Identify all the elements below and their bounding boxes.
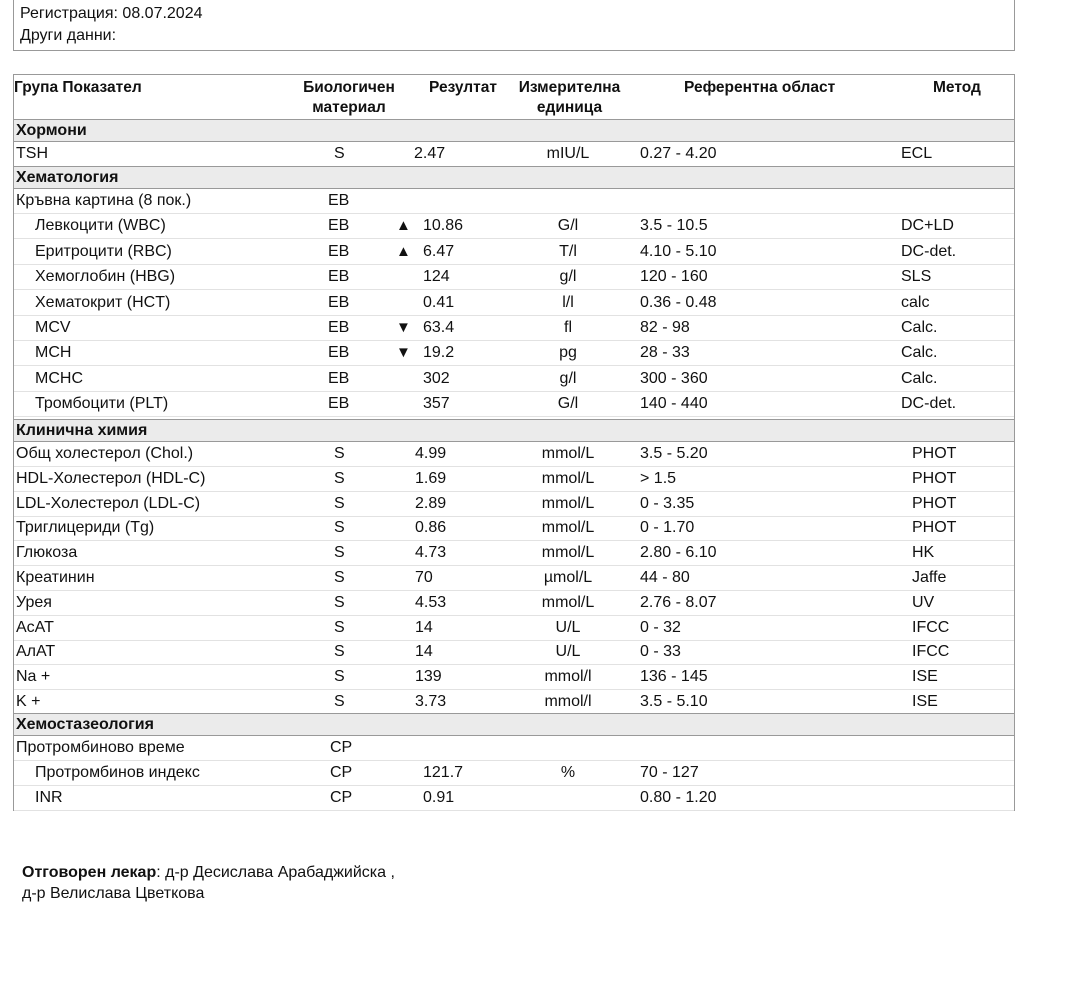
result: 0.91	[423, 789, 455, 806]
indicator-name: Глюкоза	[16, 544, 78, 562]
material: EB	[328, 344, 350, 362]
table-row	[14, 590, 1014, 616]
method: ECL	[901, 145, 933, 162]
material: EB	[328, 293, 350, 311]
reference: 140 - 440	[640, 395, 708, 413]
reference: 300 - 360	[640, 369, 708, 387]
result: 19.2	[423, 344, 455, 362]
method: IFCC	[912, 643, 950, 661]
header-unit: Измерителна единица	[518, 79, 621, 116]
reference: 28 - 33	[640, 344, 690, 362]
unit: G/l	[557, 217, 579, 235]
table-row	[14, 141, 1014, 167]
method: PHOT	[912, 519, 957, 537]
material: S	[334, 519, 345, 537]
table-row	[14, 689, 1014, 715]
indicator-name: Общ холестерол (Chol.)	[16, 445, 194, 462]
table-row	[14, 366, 1014, 392]
material: EB	[328, 369, 350, 387]
header-result: Резултат	[429, 79, 497, 96]
table-row	[14, 239, 1014, 265]
table-row	[14, 735, 1014, 761]
indicator-name: Тромбоцити (PLT)	[35, 395, 169, 413]
indicator-name: K +	[16, 693, 41, 710]
reference: 3.5 - 5.10	[640, 693, 708, 710]
unit: mmol/L	[541, 544, 595, 562]
table-row	[14, 264, 1014, 290]
reference: 82 - 98	[640, 319, 690, 336]
section-header: Клинична химия	[14, 419, 1014, 442]
material: S	[334, 618, 345, 636]
indicator-name: Урея	[16, 593, 52, 611]
unit: G/l	[557, 395, 579, 413]
indicator-name: MCV	[35, 319, 71, 336]
unit: mmol/l	[544, 668, 592, 686]
unit: %	[560, 764, 576, 781]
table-row	[14, 466, 1014, 492]
result: 4.99	[415, 445, 447, 462]
indicator-name: Триглицериди (Tg)	[16, 519, 155, 537]
result: 1.69	[415, 469, 447, 487]
reference: 0 - 3.35	[640, 494, 695, 512]
material: S	[334, 643, 345, 661]
indicator-name: MCHC	[35, 369, 83, 387]
method: Jaffe	[912, 569, 947, 586]
table-row	[14, 664, 1014, 690]
arrow-down-icon: ▼	[396, 319, 411, 336]
result: 4.73	[415, 544, 447, 562]
indicator-name: Протромбинов индекс	[35, 764, 200, 781]
material: EB	[328, 242, 350, 260]
result: 357	[423, 395, 450, 413]
reference: 2.76 - 8.07	[640, 593, 717, 611]
method: PHOT	[912, 469, 957, 487]
method: DC-det.	[901, 395, 957, 413]
table-row	[14, 785, 1014, 811]
reference: 0.36 - 0.48	[640, 293, 717, 311]
table-row	[14, 540, 1014, 566]
indicator-name: Хематокрит (HCT)	[35, 293, 171, 311]
patient-info-box	[13, 0, 1015, 51]
material: EB	[328, 192, 350, 209]
result: 3.73	[415, 693, 447, 710]
reference: 0.27 - 4.20	[640, 145, 717, 162]
table-row	[14, 515, 1014, 541]
material: S	[334, 445, 345, 462]
section-header: Хормони	[14, 119, 1014, 142]
method: ISE	[912, 693, 938, 710]
reference: 0.80 - 1.20	[640, 789, 717, 806]
table-row	[14, 340, 1014, 366]
material: EB	[328, 395, 350, 413]
table-row	[14, 565, 1014, 591]
material: EB	[328, 319, 350, 336]
table-row	[14, 188, 1014, 214]
reference: 120 - 160	[640, 268, 708, 286]
responsible-doctors	[22, 862, 395, 904]
method: IFCC	[912, 618, 950, 636]
method: HK	[912, 544, 935, 562]
method: PHOT	[912, 445, 957, 462]
registration-date: Регистрация: 08.07.2024	[20, 5, 203, 22]
table-row	[14, 639, 1014, 665]
reference: 44 - 80	[640, 569, 690, 586]
material: CP	[330, 764, 353, 781]
method: calc	[901, 293, 930, 311]
indicator-name: Кръвна картина (8 пок.)	[16, 192, 192, 209]
material: CP	[330, 789, 353, 806]
result: 139	[415, 668, 442, 686]
section-header: Хематология	[14, 166, 1014, 189]
header-method: Метод	[933, 79, 981, 96]
material: CP	[330, 739, 353, 756]
doctor-label: Отговорен лекар	[22, 864, 157, 881]
results-table	[13, 74, 1015, 811]
reference: 4.10 - 5.10	[640, 242, 717, 260]
indicator-name: Протромбиново време	[16, 739, 185, 756]
indicator-name: Хемоглобин (HBG)	[35, 268, 176, 286]
result: 10.86	[423, 217, 464, 235]
other-data-label: Други данни:	[20, 27, 117, 44]
unit: T/l	[559, 242, 577, 260]
section-header: Хемостазеология	[14, 713, 1014, 736]
material: S	[334, 569, 345, 586]
indicator-name: TSH	[16, 145, 48, 162]
reference: 0 - 32	[640, 618, 681, 636]
material: S	[334, 693, 345, 710]
result: 124	[423, 268, 450, 286]
material: S	[334, 544, 345, 562]
table-row	[14, 760, 1014, 786]
unit: fl	[564, 319, 572, 336]
result: 2.89	[415, 494, 447, 512]
reference: 136 - 145	[640, 668, 708, 686]
method: Calc.	[901, 369, 938, 387]
result: 0.41	[423, 293, 455, 311]
material: S	[334, 668, 345, 686]
method: PHOT	[912, 494, 957, 512]
unit: g/l	[559, 268, 577, 286]
material: S	[334, 593, 345, 611]
unit: mIU/L	[546, 145, 590, 162]
method: SLS	[901, 268, 932, 286]
table-row	[14, 315, 1014, 341]
result: 2.47	[414, 145, 446, 162]
indicator-name: Еритроцити (RBC)	[35, 242, 172, 260]
indicator-name: INR	[35, 789, 63, 806]
unit: mmol/L	[541, 494, 595, 512]
unit: mmol/L	[541, 469, 595, 487]
reference: 3.5 - 10.5	[640, 217, 708, 235]
unit: U/L	[555, 643, 581, 661]
unit: pg	[559, 344, 577, 362]
method: DC+LD	[901, 217, 954, 235]
indicator-name: Креатинин	[16, 569, 95, 586]
indicator-name: АсАТ	[16, 618, 54, 636]
unit: g/l	[559, 369, 577, 387]
indicator-name: MCH	[35, 344, 72, 362]
reference: 70 - 127	[640, 764, 699, 781]
material: EB	[328, 268, 350, 286]
header-reference: Референтна област	[684, 79, 836, 96]
reference: 3.5 - 5.20	[640, 445, 708, 462]
table-row	[14, 441, 1014, 467]
method: Calc.	[901, 344, 938, 362]
unit: U/L	[555, 618, 581, 636]
table-row	[14, 213, 1014, 239]
unit: mmol/L	[541, 519, 595, 537]
table-row	[14, 491, 1014, 517]
result: 14	[415, 643, 433, 661]
table-row	[14, 391, 1014, 417]
reference: 0 - 33	[640, 643, 681, 661]
material: S	[334, 494, 345, 512]
indicator-name: АлАТ	[16, 643, 56, 661]
result: 302	[423, 369, 450, 387]
material: S	[334, 469, 345, 487]
reference: 0 - 1.70	[640, 519, 695, 537]
method: DC-det.	[901, 242, 957, 260]
doctor-2: д-р Велислава Цветкова	[22, 885, 205, 902]
unit: mmol/L	[541, 445, 595, 462]
result: 4.53	[415, 593, 447, 611]
material: S	[334, 145, 345, 162]
unit: µmol/L	[543, 569, 593, 586]
unit: l/l	[562, 293, 574, 311]
header-indicator: Група Показател	[14, 79, 142, 96]
result: 0.86	[415, 519, 447, 537]
doctor-1: : д-р Десислава Арабаджийска ,	[156, 864, 395, 881]
unit: mmol/L	[541, 593, 595, 611]
indicator-name: LDL-Холестерол (LDL-C)	[16, 494, 201, 512]
arrow-down-icon: ▼	[396, 344, 411, 362]
unit: mmol/l	[544, 693, 592, 710]
header-material: Биологичен материал	[303, 79, 395, 116]
method: Calc.	[901, 319, 938, 336]
result: 14	[415, 618, 433, 636]
result: 121.7	[423, 764, 464, 781]
table-row	[14, 615, 1014, 641]
arrow-up-icon: ▲	[396, 242, 411, 260]
reference: 2.80 - 6.10	[640, 544, 717, 562]
material: EB	[328, 217, 350, 235]
method: UV	[912, 593, 935, 611]
result: 70	[415, 569, 433, 586]
indicator-name: Na +	[16, 668, 51, 686]
result: 6.47	[423, 242, 455, 260]
indicator-name: Левкоцити (WBC)	[35, 217, 166, 235]
method: ISE	[912, 668, 938, 686]
arrow-up-icon: ▲	[396, 217, 411, 235]
reference: > 1.5	[640, 469, 677, 487]
result: 63.4	[423, 319, 455, 336]
table-row	[14, 290, 1014, 316]
indicator-name: HDL-Холестерол (HDL-C)	[16, 469, 206, 487]
